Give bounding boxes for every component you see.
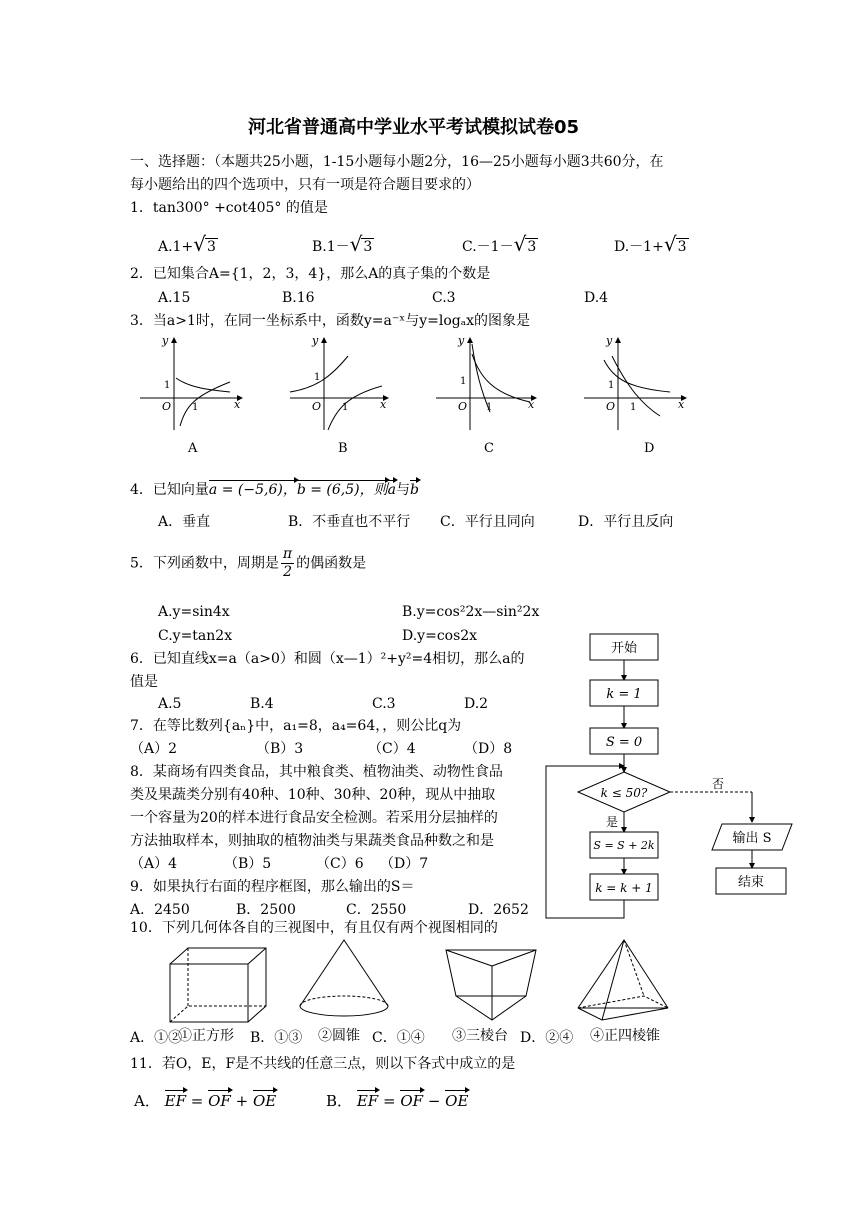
vector-b: b = (6,5)，则 [296, 482, 388, 498]
flow-k-update [590, 874, 658, 900]
svg-text:1: 1 [192, 402, 199, 413]
q10-caption-2: ②圆锥 [318, 1028, 360, 1044]
svg-text:y: y [458, 334, 465, 347]
flowchart [540, 628, 800, 928]
q1-option-d: D.－1+√3 [614, 232, 687, 256]
q1-option-c: C.－1－√3 [462, 232, 537, 256]
svg-text:y: y [312, 334, 319, 347]
cone-figure [300, 940, 388, 1016]
q1-stem: 1．tan300° +cot405° 的值是 [130, 200, 328, 216]
q5-stem: 5．下列函数中，周期是 $\frac{\pi}{2}$ 的偶函数是 [130, 546, 367, 580]
svg-text:输出 S: 输出 S [732, 831, 772, 846]
q10-caption-1: ①正方形 [178, 1028, 234, 1044]
flow-s-update [590, 832, 658, 858]
q5-option-b: B.y=cos²2x—sin²2x [402, 604, 540, 620]
q4-option-a: A．垂直 [158, 514, 211, 530]
q9-option-b: B．2500 [236, 902, 296, 918]
q3-graph-b [290, 334, 388, 456]
flow-output [712, 824, 792, 850]
q7-option-a: （A）2 [130, 741, 178, 757]
q1-option-a: A.1+√3 [158, 232, 216, 256]
q10-solids [160, 936, 680, 1028]
flow-yes-label: 是 [606, 815, 619, 829]
q10-option-a: A．①② [130, 1030, 183, 1046]
svg-text:1: 1 [164, 380, 171, 391]
svg-text:k = 1: k = 1 [606, 687, 642, 702]
q8-option-b: （B）5 [224, 856, 272, 872]
q4-option-d: D．平行且反向 [578, 514, 674, 530]
q3-graph-d [584, 334, 686, 456]
q2-stem: 2．已知集合A={1，2，3，4}，那么A的真子集的个数是 [130, 266, 491, 282]
svg-text:1: 1 [486, 402, 493, 413]
svg-text:1: 1 [314, 372, 321, 383]
flow-condition [578, 772, 670, 812]
q6-stem-line1: 6．已知直线x=a（a>0）和圆（x—1）²+y²=4相切，那么a的 [130, 651, 525, 667]
flow-end [716, 868, 786, 894]
q9-option-d: D．2652 [468, 902, 529, 918]
svg-text:x: x [380, 398, 387, 411]
svg-text:y: y [162, 334, 169, 347]
q11-option-b: B． EF = OF − OE [326, 1092, 469, 1110]
svg-text:x: x [678, 398, 685, 411]
svg-text:S = 0: S = 0 [605, 735, 643, 750]
q10-caption-4: ④正四棱锥 [590, 1028, 660, 1044]
q8-option-d: （D）7 [380, 856, 429, 872]
q8-stem-line1: 8．某商场有四类食品，其中粮食类、植物油类、动物性食品 [130, 764, 503, 780]
q4-option-b: B．不垂直也不平行 [288, 514, 411, 530]
cube-figure [170, 948, 266, 1022]
q8-stem-line2: 类及果蔬类分别有40种、10种、30种、20种，现从中抽取 [130, 787, 496, 803]
q4-stem: 4．已知向量a = (−5,6)，b = (6,5)，则a与b [130, 482, 419, 498]
q5-option-d: D.y=cos2x [402, 628, 478, 644]
fraction-pi-over-2: $\frac{\pi}{2}$ [282, 546, 293, 580]
svg-text:O: O [162, 400, 172, 413]
q3-graph-a [140, 334, 242, 456]
q3-label-b: B [338, 441, 348, 456]
flow-start [590, 634, 658, 660]
svg-text:k = k + 1: k = k + 1 [595, 881, 653, 895]
flow-s-init [590, 728, 658, 754]
q10-option-c: C．①④ [372, 1030, 425, 1046]
q10-option-b: B．①③ [250, 1030, 303, 1046]
section-heading-line2: 每小题给出的四个选项中，只有一项是符合题目要求的） [130, 177, 480, 193]
svg-text:1: 1 [460, 376, 467, 387]
q7-stem: 7．在等比数列{aₙ}中，a₁=8，a₄=64，，则公比q为 [130, 718, 462, 734]
q9-stem: 9．如果执行右面的程序框图，那么输出的S＝ [130, 879, 415, 895]
svg-text:k ≤ 50?: k ≤ 50? [600, 786, 648, 800]
q5-option-a: A.y=sin4x [158, 604, 230, 620]
svg-text:结束: 结束 [737, 875, 765, 890]
flow-no-label: 否 [712, 777, 725, 791]
q6-option-a: A.5 [158, 696, 182, 712]
q10-caption-3: ③三棱台 [452, 1028, 508, 1044]
svg-text:1: 1 [342, 402, 349, 413]
svg-text:1: 1 [608, 380, 615, 391]
q8-option-c: （C）6 [316, 856, 364, 872]
q11-stem: 11．若O，E，F是不共线的任意三点，则以下各式中成立的是 [130, 1056, 516, 1072]
q8-stem-line4: 方法抽取样本，则抽取的植物油类与果蔬类食品种数之和是 [130, 833, 494, 849]
svg-text:开始: 开始 [610, 641, 638, 656]
q6-option-c: C.3 [372, 696, 396, 712]
q9-option-a: A．2450 [130, 902, 190, 918]
q3-graph-c [436, 334, 536, 456]
q2-option-a: A.15 [158, 290, 191, 306]
pyramid-figure [578, 940, 668, 1020]
q3-stem: 3．当a>1时，在同一坐标系中，函数y=a⁻ˣ与y=logₐx的图象是 [130, 313, 531, 329]
vector-a: a = (−5,6)， [208, 482, 297, 498]
q8-option-a: （A）4 [130, 856, 178, 872]
q1-option-b: B.1－√3 [312, 232, 373, 256]
q2-option-d: D.4 [584, 290, 609, 306]
q6-option-d: D.2 [464, 696, 489, 712]
svg-text:x: x [234, 398, 241, 411]
q6-option-b: B.4 [250, 696, 274, 712]
svg-text:1: 1 [630, 402, 637, 413]
section-heading-line1: 一、选择题：（本题共25小题，1-15小题每小题2分，16—25小题每小题3共60分，在 [130, 154, 664, 170]
flow-k-init [590, 680, 658, 706]
q7-option-b: （B）3 [256, 741, 304, 757]
svg-text:S = S + 2k: S = S + 2k [593, 839, 655, 852]
q3-label-d: D [644, 441, 655, 456]
q4-option-c: C．平行且同向 [440, 514, 535, 530]
q5-option-c: C.y=tan2x [158, 628, 233, 644]
q3-graphs [130, 330, 710, 460]
q6-stem-line2: 值是 [130, 674, 158, 690]
frustum-figure [446, 950, 536, 1020]
svg-text:y: y [606, 334, 613, 347]
q3-label-a: A [188, 441, 198, 456]
q3-label-c: C [484, 441, 494, 456]
svg-text:O: O [312, 400, 322, 413]
svg-text:O: O [606, 400, 616, 413]
q7-option-d: （D）8 [464, 741, 513, 757]
q2-option-b: B.16 [282, 290, 315, 306]
q2-option-c: C.3 [432, 290, 456, 306]
q10-stem: 10．下列几何体各自的三视图中，有且仅有两个视图相同的 [130, 920, 498, 936]
q9-option-c: C．2550 [346, 902, 407, 918]
q11-option-a: A． EF = OF + OE [134, 1092, 277, 1110]
svg-text:x: x [528, 398, 535, 411]
q7-option-c: （C）4 [368, 741, 416, 757]
page-title: 河北省普通高中学业水平考试模拟试卷05 [248, 117, 580, 138]
q8-stem-line3: 一个容量为20的样本进行食品安全检测。若采用分层抽样的 [130, 810, 498, 826]
svg-text:O: O [458, 400, 468, 413]
q10-option-d: D．②④ [520, 1030, 574, 1046]
